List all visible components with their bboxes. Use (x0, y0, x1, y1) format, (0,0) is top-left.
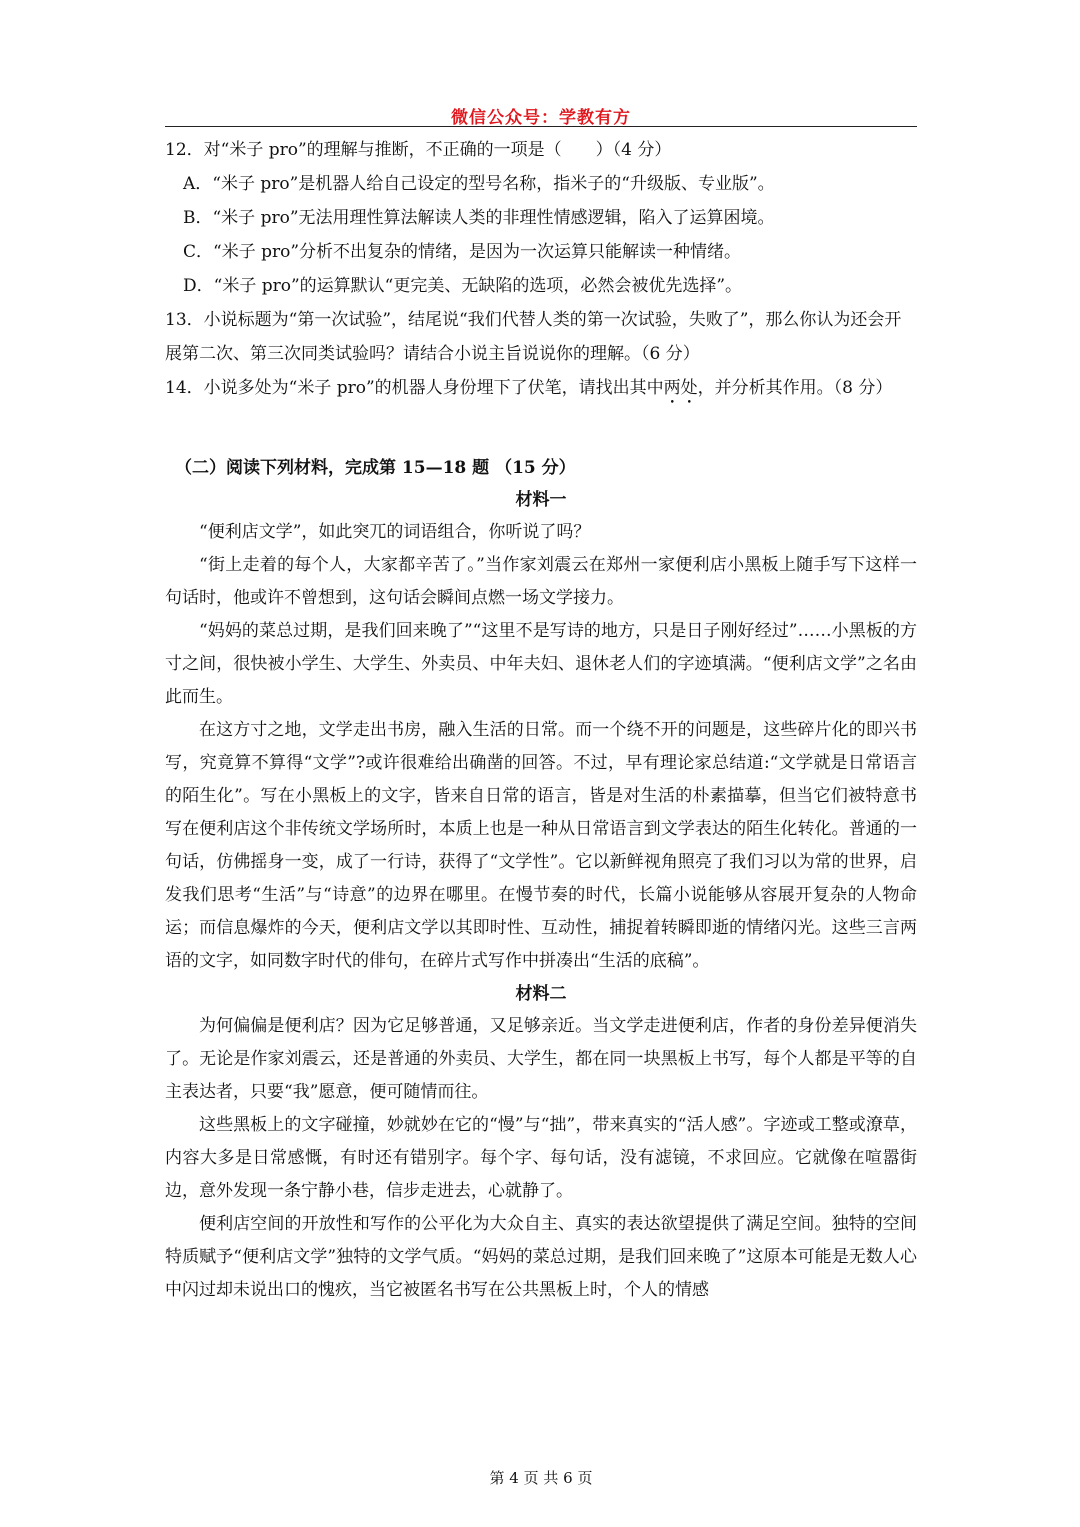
question-13: 13．小说标题为“第一次试验”，结尾说“我们代替人类的第一次试验，失败了”，那么你认为还会开展第二次、第三次同类试验吗？请结合小说主旨说说你的理解。（6 分） (165, 310, 902, 364)
section-2-title: （二）阅读下列材料，完成第 15—18 题 （15 分） (175, 458, 576, 478)
material-2-paragraph: 便利店空间的开放性和写作的公平化为大众自主、真实的表达欲望提供了满足空间。独特的空间特质赋予“便利店文学”独特的文学气质。“妈妈的菜总过期，是我们回来晚了”这原本可能是无数人心中闪过却未说出口的愧疚，当它被匿名书写在公共黑板上时，个人的情感 (165, 1214, 917, 1300)
material-2-paragraph: 这些黑板上的文字碰撞，妙就妙在它的“慢”与“拙”，带来真实的“活人感”。字迹或工整或潦草，内容大多是日常感慨，有时还有错别字。每个字、每句话，没有滤镜，不求回应。它就像在喧嚣街边，意外发现一条宁静小巷，信步走进去，心就静了。 (165, 1115, 917, 1201)
material-1-paragraph: 在这方寸之地，文学走出书房，融入生活的日常。而一个绕不开的问题是，这些碎片化的即兴书写，究竟算不算得“文学”?或许很难给出确凿的回答。不过，早有理论家总结道:“文学就是日常语言的陌生化”。写在小黑板上的文字，皆来自日常的语言，皆是对生活的朴素描摹，但当它们被特意书写在便利店这个非传统文学场所时，本质上也是一种从日常语言到文学表达的陌生化转化。普通的一句话，仿佛摇身一变，成了一行诗，获得了“文学性”。它以新鲜视角照亮了我们习以为常的世界，启发我们思考“生活”与“诗意”的边界在哪里。在慢节奏的时代，长篇小说能够从容展开复杂的人物命运；而信息爆炸的今天，便利店文学以其即时性、互动性，捕捉着转瞬即逝的情绪闪光。这些三言两语的文字，如同数字时代的俳句，在碎片式写作中拼凑出“生活的底稿”。 (165, 720, 917, 971)
question-12-option-c: C．“米子 pro”分析不出复杂的情绪，是因为一次运算只能解读一种情绪。 (183, 242, 742, 262)
material-2-paragraph: 为何偏偏是便利店？因为它足够普通，又足够亲近。当文学走进便利店，作者的身份差异便消失了。无论是作家刘震云，还是普通的外卖员、大学生，都在同一块黑板上书写，每个人都是平等的自主表达者，只要“我”愿意，便可随情而往。 (165, 1016, 917, 1102)
material-2-title: 材料二 (515, 984, 567, 1004)
question-14 (165, 371, 917, 408)
material-1-title: 材料一 (515, 490, 567, 510)
page-header-title: 微信公众号：学教有方 (451, 108, 631, 128)
material-1-paragraph: “便利店文学”，如此突兀的词语组合，你听说了吗？ (199, 522, 591, 542)
material-1-paragraph: “街上走着的每个人，大家都辛苦了。”当作家刘震云在郑州一家便利店小黑板上随手写下这样一句话时，他或许不曾想到，这句话会瞬间点燃一场文学接力。 (165, 555, 917, 608)
page-content (165, 133, 917, 1307)
question-12-option-b: B．“米子 pro”无法用理性算法解读人类的非理性情感逻辑，陷入了运算困境。 (183, 208, 775, 228)
question-14-before: 14．小说多处为“米子 pro”的机器人身份埋下了伏笔，请找出其中 (165, 378, 664, 398)
header-divider (165, 126, 917, 127)
page-footer-number: 第 4 页 共 6 页 (489, 1469, 593, 1487)
question-14-after: ，并分析其作用。（8 分） (697, 378, 893, 398)
material-1-paragraph: “妈妈的菜总过期，是我们回来晚了”“这里不是写诗的地方，只是日子刚好经过”……小黑板的方寸之间，很快被小学生、大学生、外卖员、中年夫妇、退休老人们的字迹填满。“便利店文学”之名由此而生。 (165, 621, 917, 707)
question-12-stem: 12．对“米子 pro”的理解与推断，不正确的一项是（ ）（4 分） (165, 140, 672, 160)
question-12-option-d: D．“米子 pro”的运算默认“更完美、无缺陷的选项，必然会被优先选择”。 (183, 276, 743, 296)
question-12-option-a: A．“米子 pro”是机器人给自己设定的型号名称，指米子的“升级版、专业版”。 (183, 174, 775, 194)
question-14-emphasis: 两处 (663, 378, 698, 398)
